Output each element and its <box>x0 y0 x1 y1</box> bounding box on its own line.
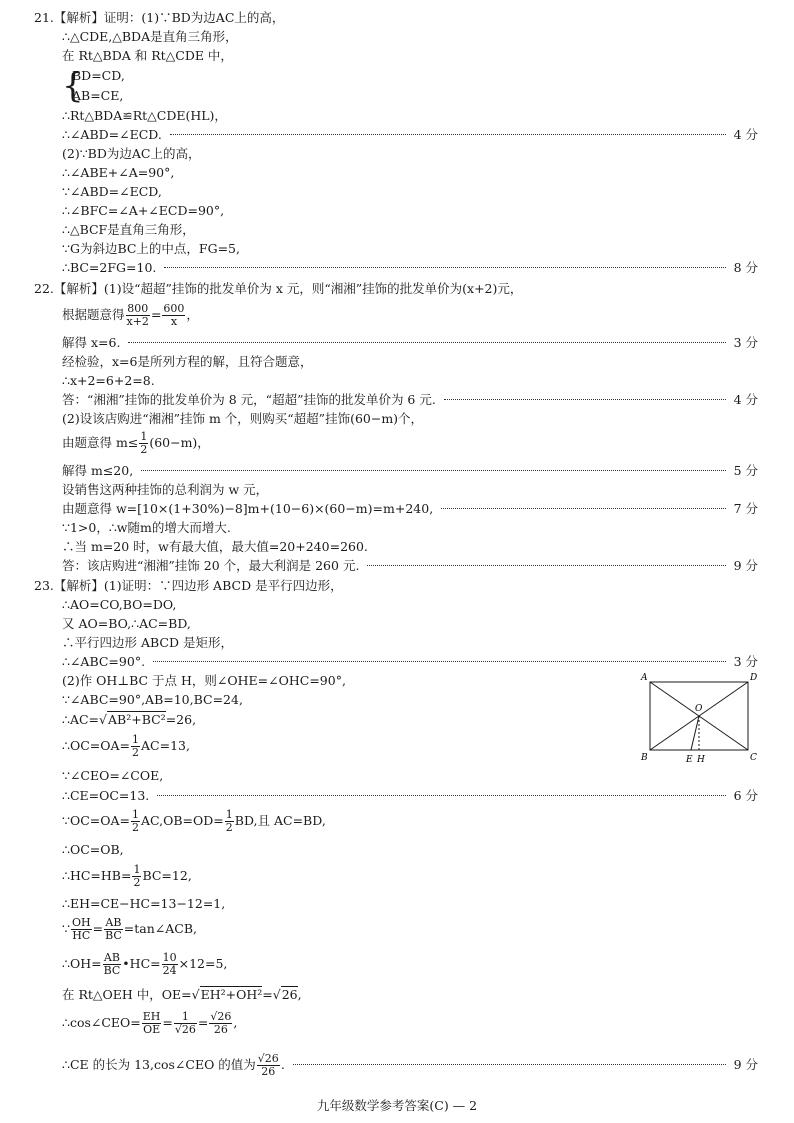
fraction: $\frac{OH}{HC}$ <box>71 916 91 942</box>
sqrt-symbol: √ <box>272 987 281 1002</box>
q23-line: ∵∠CEO=∠COE, <box>62 768 164 783</box>
sqrt-symbol: √ <box>191 987 200 1002</box>
q22-line: 解得 x=6. 3 分 <box>62 335 758 350</box>
sqrt-symbol: √ <box>99 712 107 727</box>
q22-line: 答：“湘湘”挂饰的批发单价为 8 元，“超超”挂饰的批发单价为 6 元. 4 分 <box>62 392 758 407</box>
q23-line: (2)作 OH⊥BC 于点 H，则∠OHE=∠OHC=90°, <box>62 673 346 688</box>
q23-line: ∴CE=OC=13. 6 分 <box>62 788 758 803</box>
score: 3 分 <box>733 335 758 350</box>
label-a: A <box>641 673 648 683</box>
q21-line: 在 Rt△BDA 和 Rt△CDE 中， <box>62 48 233 63</box>
q23-line: ∴HC=HB= $\frac{1}{2}$ BC=12, <box>62 863 192 889</box>
q21-line: BD=CD, <box>72 68 125 83</box>
label-c: C <box>750 753 757 763</box>
q21-header: 21.【解析】证明：(1)∵BD为边AC上的高， <box>34 10 285 25</box>
q22-line: ∴当 m=20 时，w有最大值，最大值=20+240=260. <box>62 539 368 554</box>
q23-line: ∴OH= $\frac{AB}{BC}$ •HC= $\frac{10}{24}$ ×12=5, <box>62 951 228 977</box>
q21-line: ∴△BCF是直角三角形， <box>62 222 195 237</box>
fraction: $\frac{1}{2}$ <box>140 430 148 456</box>
q22-line: 经检验，x=6是所列方程的解，且符合题意， <box>62 354 313 369</box>
dotted-leader <box>157 795 725 796</box>
q22-header: 22.【解析】(1)设“超超”挂饰的批发单价为 x 元，则“湘湘”挂饰的批发单价为(x+2)元， <box>34 281 523 296</box>
score: 7 分 <box>733 501 758 516</box>
q22-line: 解得 m≤20, 5 分 <box>62 463 758 478</box>
dotted-leader <box>164 267 725 268</box>
q23-header: 23.【解析】(1)证明：∵四边形 ABCD 是平行四边形， <box>34 578 343 593</box>
fraction: $\frac{1}{2}$ <box>225 808 233 834</box>
q23-line: ∴cos∠CEO= $\frac{EH}{OE}$ = $\frac{1}{√26}$ = $\frac{√26}{26}$ , <box>62 1010 238 1036</box>
q21-line: ∴BC=2FG=10. 8 分 <box>62 260 758 275</box>
fraction: $\frac{1}{√26}$ <box>174 1010 196 1036</box>
score: 9 分 <box>733 1057 758 1072</box>
fraction: $\frac{1}{2}$ <box>133 863 141 889</box>
q22-line: (2)设该店购进“湘湘”挂饰 m 个，则购买“超超”挂饰(60−m)个， <box>62 411 424 426</box>
dotted-leader <box>444 399 726 400</box>
label-h: H <box>697 755 705 764</box>
q22-line: ∴x+2=6+2=8. <box>62 373 155 388</box>
q23-line: ∴∠ABC=90°. 3 分 <box>62 654 758 669</box>
q23-line: ∴OC=OB, <box>62 842 124 857</box>
fraction: $\frac{10}{24}$ <box>162 951 177 977</box>
fraction: $\frac{AB}{BC}$ <box>105 916 122 942</box>
score: 9 分 <box>733 558 758 573</box>
label-e: E <box>686 755 693 764</box>
score: 6 分 <box>733 788 758 803</box>
q22-line: 由题意得 w=[10×(1+30%)−8]m+(10−6)×(60−m)=m+240, 7 分 <box>62 501 758 516</box>
q23-line: ∴OC=OA= $\frac{1}{2}$ AC=13, <box>62 733 190 759</box>
dotted-leader <box>141 470 725 471</box>
q23-line: ∵ $\frac{OH}{HC}$ = $\frac{AB}{BC}$ =tan∠ACB, <box>62 916 198 942</box>
q22-line: 设销售这两种挂饰的总利润为 w 元， <box>62 482 269 497</box>
figure-svg <box>638 672 764 764</box>
brace-symbol: { <box>62 66 84 106</box>
page-footer: 九年级数学参考答案(C) — 2 <box>316 1098 478 1113</box>
q23-line: ∴AC=√AB²+BC²=26, <box>62 712 197 727</box>
q21-line: ∴Rt△BDA≌Rt△CDE(HL)， <box>62 108 227 123</box>
q23-line: 又 AO=BO,∴AC=BD, <box>62 616 191 631</box>
q22-line: 根据题意得 $\frac{800}{x+2}$ = $\frac{600}{x}$ ， <box>62 302 199 328</box>
dotted-leader <box>293 1064 726 1065</box>
label-d: D <box>750 673 758 683</box>
score: 4 分 <box>733 127 758 142</box>
fraction: $\frac{600}{x}$ <box>163 302 185 328</box>
fraction: $\frac{EH}{OE}$ <box>142 1010 161 1036</box>
score: 8 分 <box>733 260 758 275</box>
q23-line: ∴CE 的长为 13,cos∠CEO 的值为 $\frac{√26}{26}$ . 9 分 <box>62 1052 758 1078</box>
label-o: O <box>695 704 703 714</box>
q21-line: AB=CE, <box>72 88 124 103</box>
fraction: $\frac{√26}{26}$ <box>210 1010 232 1036</box>
score: 5 分 <box>733 463 758 478</box>
q23-line: ∴EH=CE−HC=13−12=1, <box>62 896 226 911</box>
q21-line: ∴∠ABE+∠A=90°, <box>62 165 175 180</box>
dotted-leader <box>367 565 725 566</box>
dotted-leader <box>441 508 725 509</box>
q23-line: ∵∠ABC=90°,AB=10,BC=24, <box>62 692 243 707</box>
q21-line: ∵G为斜边BC上的中点，FG=5, <box>62 241 240 256</box>
dotted-leader <box>153 661 726 662</box>
fraction: $\frac{1}{2}$ <box>132 733 139 759</box>
rectangle-figure <box>638 672 764 764</box>
q22-line: ∵1>0，∴w随m的增大而增大. <box>62 520 231 535</box>
score: 4 分 <box>733 392 758 407</box>
q21-line: ∴∠BFC=∠A+∠ECD=90°, <box>62 203 225 218</box>
fraction: $\frac{√26}{26}$ <box>257 1052 279 1078</box>
q23-line: 在 Rt△OEH 中，OE=√EH²+OH²=√26, <box>62 987 302 1002</box>
q23-line: ∴平行四边形 ABCD 是矩形， <box>62 635 233 650</box>
fraction: $\frac{AB}{BC}$ <box>103 951 121 977</box>
q22-line: 由题意得 m≤ $\frac{1}{2}$ (60−m)， <box>62 430 210 456</box>
q23-line: ∴AO=CO,BO=DO, <box>62 597 177 612</box>
dotted-leader <box>128 342 725 343</box>
q21-line: ∵∠ABD=∠ECD, <box>62 184 162 199</box>
fraction: $\frac{1}{2}$ <box>132 808 139 834</box>
dotted-leader <box>170 134 726 135</box>
q21-line: ∴∠ABD=∠ECD. 4 分 <box>62 127 758 142</box>
fraction: $\frac{800}{x+2}$ <box>126 302 149 328</box>
q23-line: ∵OC=OA= $\frac{1}{2}$ AC,OB=OD= $\frac{1}{2}$ BD,且 AC=BD, <box>62 808 326 834</box>
q21-line: (2)∵BD为边AC上的高， <box>62 146 201 161</box>
label-b: B <box>641 753 648 763</box>
q21-line: ∴△CDE,△BDA是直角三角形， <box>62 29 238 44</box>
q22-line: 答：该店购进“湘湘”挂饰 20 个，最大利润是 260 元. 9 分 <box>62 558 758 573</box>
score: 3 分 <box>733 654 758 669</box>
